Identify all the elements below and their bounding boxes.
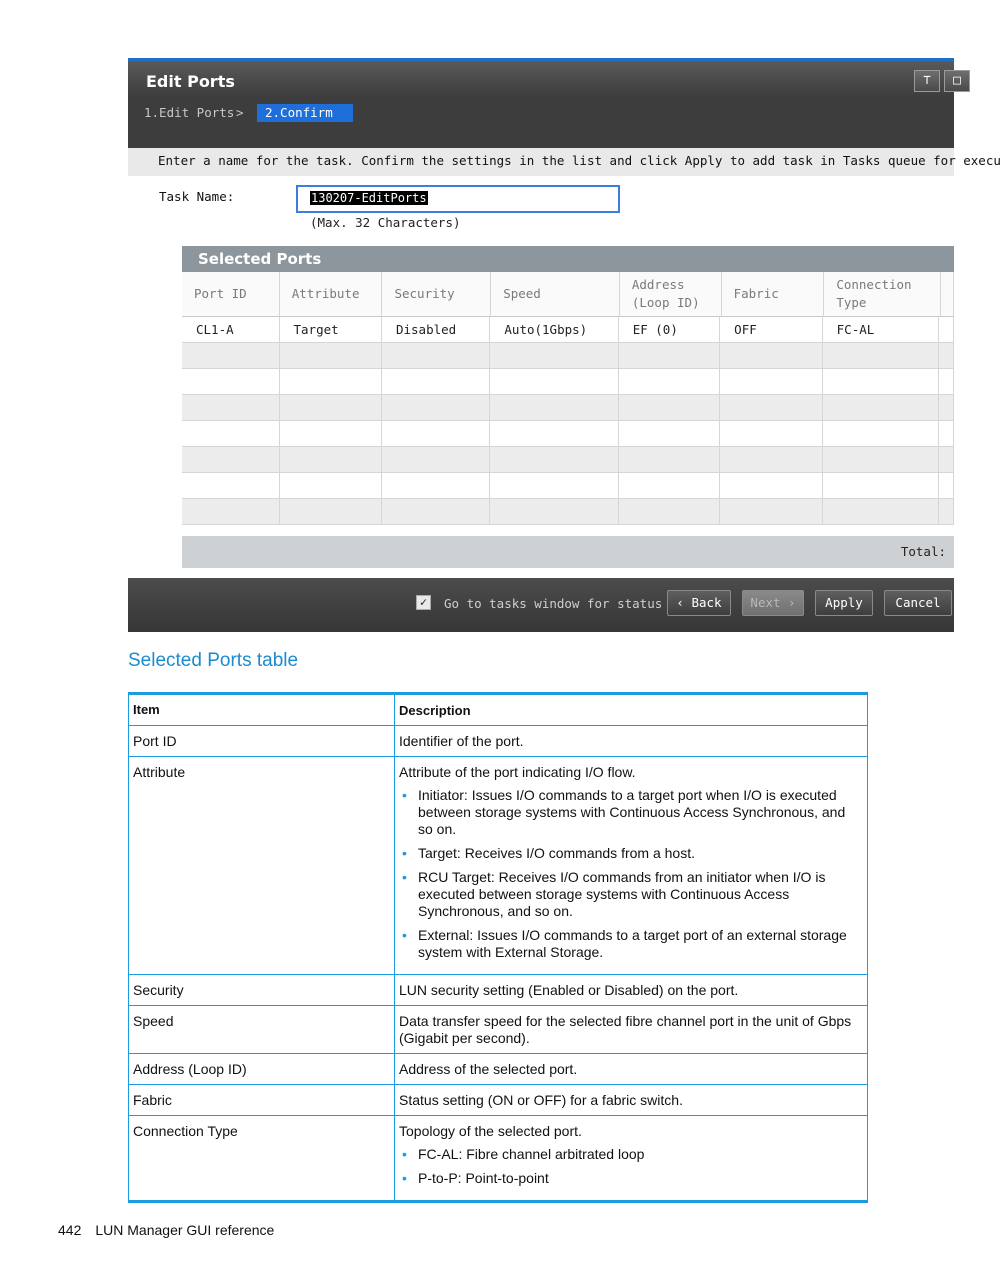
dialog-footer	[128, 578, 954, 632]
total-label: Total:	[900, 544, 946, 559]
table-cell	[823, 395, 939, 421]
table-cell	[823, 473, 939, 499]
go-to-tasks-checkbox[interactable]: ✓	[416, 595, 431, 610]
table-cell	[823, 343, 939, 369]
column-header: Port ID	[182, 272, 280, 317]
table-cell	[720, 473, 822, 499]
maximize-icon[interactable]: □	[944, 70, 970, 92]
wizard-steps	[128, 98, 954, 148]
table-row[interactable]	[182, 369, 954, 395]
header-description: Description	[399, 703, 471, 718]
table-cell	[720, 421, 822, 447]
bullet-item: • Target: Receives I/O commands from a host.	[399, 845, 863, 862]
bullet-item: • P-to-P: Point-to-point	[399, 1170, 863, 1187]
task-name-hint: (Max. 32 Characters)	[310, 215, 461, 230]
step-confirm[interactable]: 2.Confirm	[257, 104, 353, 122]
item-cell: Connection Type	[129, 1116, 395, 1200]
cancel-button[interactable]: Cancel	[884, 590, 952, 616]
description-text: Identifier of the port.	[399, 733, 524, 749]
table-cell	[182, 421, 280, 447]
page-footer-title: LUN Manager GUI reference	[95, 1222, 275, 1238]
table-row	[129, 1054, 867, 1085]
go-to-tasks-label: Go to tasks window for status	[444, 596, 663, 611]
table-cell	[182, 343, 280, 369]
table-cell: CL1-A	[182, 317, 280, 343]
description-text: LUN security setting (Enabled or Disabled) on the port.	[399, 982, 739, 998]
column-header: Connection Type	[824, 272, 941, 317]
description-cell	[395, 1054, 867, 1084]
table-cell	[619, 421, 720, 447]
table-cell: OFF	[720, 317, 822, 343]
table-cell	[939, 317, 954, 343]
table-cell	[823, 447, 939, 473]
next-button[interactable]: Next ›	[742, 590, 804, 616]
table-cell	[939, 343, 954, 369]
column-header: Address (Loop ID)	[620, 272, 722, 317]
item-cell: Fabric	[129, 1085, 395, 1115]
table-row	[129, 1006, 867, 1054]
task-name-input[interactable]	[296, 185, 620, 213]
table-row[interactable]	[182, 343, 954, 369]
table-header-row	[182, 272, 954, 317]
table-header-row	[129, 695, 867, 726]
table-cell	[823, 369, 939, 395]
column-header: Fabric	[722, 272, 825, 317]
description-cell	[395, 1116, 867, 1200]
table-cell: Disabled	[382, 317, 490, 343]
table-cell	[939, 447, 954, 473]
total-bar	[182, 536, 954, 568]
table-cell	[280, 395, 382, 421]
table-cell	[182, 447, 280, 473]
task-name-label: Task Name:	[159, 189, 235, 204]
description-text: Data transfer speed for the selected fibre channel port in the unit of Gbps (Gigabit per second).	[399, 1013, 852, 1046]
description-text: Address of the selected port.	[399, 1061, 578, 1077]
table-cell	[720, 499, 822, 525]
instruction-text: Enter a name for the task. Confirm the settings in the list and click Apply to add task in Tasks queue for execu	[158, 153, 1001, 168]
table-cell	[720, 343, 822, 369]
table-row[interactable]	[182, 447, 954, 473]
table-cell: Auto(1Gbps)	[490, 317, 618, 343]
table-cell	[619, 447, 720, 473]
bullet-item: • Initiator: Issues I/O commands to a target port when I/O is executed between storage systems with Continuous Access Synchronous, and so on.	[399, 787, 863, 838]
bullet-list	[399, 787, 863, 961]
item-cell: Attribute	[129, 757, 395, 974]
table-cell	[382, 473, 490, 499]
page-number: 442	[58, 1222, 82, 1238]
column-header: Speed	[491, 272, 620, 317]
table-cell	[382, 499, 490, 525]
table-row[interactable]	[182, 421, 954, 447]
header-item: Item	[129, 695, 395, 725]
table-cell	[490, 447, 618, 473]
pin-icon[interactable]: ⊤	[914, 70, 940, 92]
step-separator: >	[236, 105, 244, 120]
selected-ports-titlebar	[182, 246, 954, 272]
edit-ports-dialog	[128, 58, 1001, 632]
table-cell	[280, 369, 382, 395]
item-cell: Port ID	[129, 726, 395, 756]
apply-button[interactable]: Apply	[815, 590, 873, 616]
task-name-value: 130207-EditPorts	[311, 191, 427, 205]
table-cell	[382, 421, 490, 447]
table-cell: EF (0)	[619, 317, 720, 343]
table-cell	[823, 421, 939, 447]
page-footer	[58, 1222, 288, 1238]
bullet-item: • RCU Target: Receives I/O commands from an initiator when I/O is executed between storage systems with Continuous Access Synchronous, and so on.	[399, 869, 863, 920]
bullet-list	[399, 1146, 863, 1187]
table-row	[129, 1116, 867, 1200]
item-cell: Address (Loop ID)	[129, 1054, 395, 1084]
table-cell	[619, 343, 720, 369]
table-cell	[939, 421, 954, 447]
table-cell	[939, 369, 954, 395]
step-edit-ports[interactable]: 1.Edit Ports	[144, 105, 235, 120]
description-text: Status setting (ON or OFF) for a fabric switch.	[399, 1092, 683, 1108]
description-cell	[395, 757, 867, 974]
selected-ports-title: Selected Ports	[198, 250, 322, 268]
table-cell	[280, 473, 382, 499]
table-cell	[182, 499, 280, 525]
table-cell	[939, 473, 954, 499]
table-cell	[382, 343, 490, 369]
table-cell	[182, 395, 280, 421]
bullet-item: • FC-AL: Fibre channel arbitrated loop	[399, 1146, 863, 1163]
description-text: Topology of the selected port.	[399, 1123, 582, 1139]
section-title: Selected Ports table	[128, 650, 299, 671]
table-cell	[490, 395, 618, 421]
table-row	[129, 726, 867, 757]
back-button[interactable]: ‹ Back	[667, 590, 731, 616]
column-header: Attribute	[280, 272, 383, 317]
description-cell	[395, 1006, 867, 1053]
table-cell	[490, 421, 618, 447]
table-row[interactable]	[182, 395, 954, 421]
table-row[interactable]	[182, 499, 954, 525]
description-text: Attribute of the port indicating I/O flow.	[399, 764, 636, 780]
description-cell	[395, 726, 867, 756]
table-cell: Target	[280, 317, 382, 343]
table-cell	[382, 369, 490, 395]
table-row[interactable]	[182, 473, 954, 499]
table-cell	[490, 369, 618, 395]
table-cell	[280, 447, 382, 473]
description-cell	[395, 975, 867, 1005]
selected-ports-panel	[182, 246, 954, 568]
bullet-item: • External: Issues I/O commands to a target port of an external storage system with External Storage.	[399, 927, 863, 961]
table-row	[129, 975, 867, 1006]
table-cell	[280, 499, 382, 525]
table-cell	[619, 395, 720, 421]
table-cell	[939, 499, 954, 525]
description-table	[128, 692, 868, 1203]
table-cell	[490, 343, 618, 369]
table-cell	[619, 499, 720, 525]
table-cell	[939, 395, 954, 421]
table-cell	[720, 369, 822, 395]
table-cell	[280, 421, 382, 447]
table-cell	[280, 343, 382, 369]
dialog-title: Edit Ports	[146, 72, 235, 91]
table-cell	[941, 272, 954, 317]
table-cell	[382, 447, 490, 473]
column-header: Security	[382, 272, 491, 317]
table-row	[129, 757, 867, 975]
table-cell	[619, 369, 720, 395]
table-cell	[619, 473, 720, 499]
item-cell: Speed	[129, 1006, 395, 1053]
table-cell	[823, 499, 939, 525]
table-cell	[182, 369, 280, 395]
table-row[interactable]	[182, 317, 954, 343]
table-cell	[490, 499, 618, 525]
table-cell	[720, 447, 822, 473]
description-cell	[395, 1085, 867, 1115]
table-cell: FC-AL	[823, 317, 939, 343]
table-cell	[182, 473, 280, 499]
table-cell	[720, 395, 822, 421]
table-cell	[490, 473, 618, 499]
table-row	[129, 1085, 867, 1116]
table-cell	[382, 395, 490, 421]
item-cell: Security	[129, 975, 395, 1005]
dialog-titlebar	[128, 58, 961, 98]
